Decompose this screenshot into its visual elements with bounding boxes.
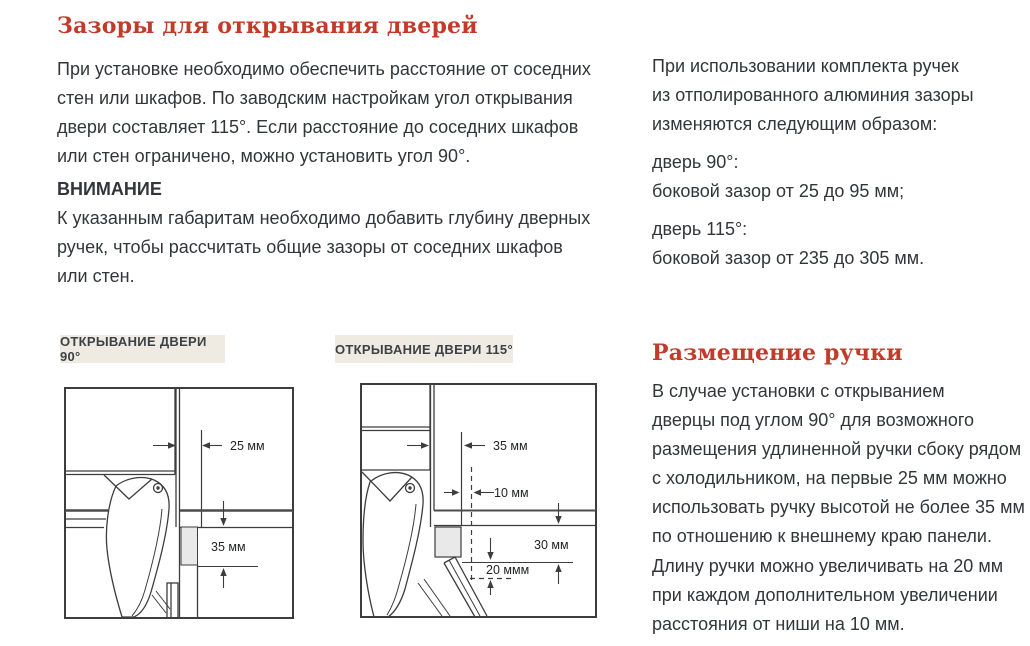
handles-line: из отполированного алюминия зазоры [652, 85, 974, 105]
placement-line: дверцы под углом 90° для возможного [652, 410, 975, 430]
warning-line: или стен. [57, 266, 135, 286]
handles-line: При использовании комплекта ручек [652, 56, 959, 76]
handle-zone-90 [181, 527, 198, 565]
dim-label-25mm: 25 мм [230, 439, 265, 453]
dimension-10mm [444, 486, 529, 500]
door-shape-115 [363, 473, 423, 617]
dim-label-35mm: 35 мм [493, 439, 528, 453]
door115-label: дверь 115°: [652, 219, 748, 239]
intro-line: При установке необходимо обеспечить расстояние от соседних [57, 59, 591, 79]
handle-zone-115 [435, 527, 461, 557]
placement-line: В случае установки с открыванием [652, 381, 945, 401]
intro-line: двери составляет 115°. Если расстояние до соседних шкафов [57, 117, 579, 137]
placement-line2: расстояния от ниши на 10 мм. [652, 614, 905, 634]
intro-line: или стен ограничено, можно установить угол 90°. [57, 146, 471, 166]
door90-label: дверь 90°: [652, 152, 739, 172]
diagram-door-90 [64, 387, 294, 619]
intro-line: стен или шкафов. По заводским настройкам угол открывания [57, 88, 573, 108]
placement-line: с холодильником, на первые 25 мм можно [652, 468, 1007, 488]
dimension-20mm [486, 538, 529, 595]
dim-label-10mm: 10 мм [494, 486, 529, 500]
placement-line: использовать ручку высотой не более 35 мм [652, 497, 1025, 517]
placement-line: размещения удлиненной ручки сбоку рядом [652, 439, 1022, 459]
warning-line: К указанным габаритам необходимо добавить глубину дверных [57, 208, 591, 228]
dimension-25mm [153, 439, 265, 453]
dim-label-35mm: 35 мм [211, 540, 246, 554]
badge-door-opening-115: ОТКРЫВАНИЕ ДВЕРИ 115° [335, 335, 513, 363]
dim-label-30mm: 30 мм [534, 538, 569, 552]
door-panel-tilted [418, 557, 487, 617]
placement-line2: при каждом дополнительном увеличении [652, 585, 998, 605]
door90-value: боковой зазор от 25 до 95 мм; [652, 181, 905, 201]
dimension-35mm [407, 439, 528, 453]
warning-line: ручек, чтобы рассчитать общие зазоры от соседних шкафов [57, 237, 563, 257]
dim-label-20mm: 20 ммм [486, 563, 530, 577]
door115-value: боковой зазор от 235 до 305 мм. [652, 248, 925, 268]
dimension-30mm [534, 503, 569, 584]
handles-line: изменяются следующим образом: [652, 114, 938, 134]
diagram-door-115 [360, 383, 597, 618]
dimension-35mm [211, 501, 246, 588]
page-title: Зазоры для открывания дверей [57, 13, 478, 39]
warning-title: ВНИМАНИЕ [57, 179, 162, 199]
badge-door-opening-90: ОТКРЫВАНИЕ ДВЕРИ 90° [60, 335, 225, 363]
section-title-handle-placement: Размещение ручки [652, 340, 903, 366]
placement-line2: Длину ручки можно увеличивать на 20 мм [652, 556, 1004, 576]
placement-line: по отношению к внешнему краю панели. [652, 526, 992, 546]
